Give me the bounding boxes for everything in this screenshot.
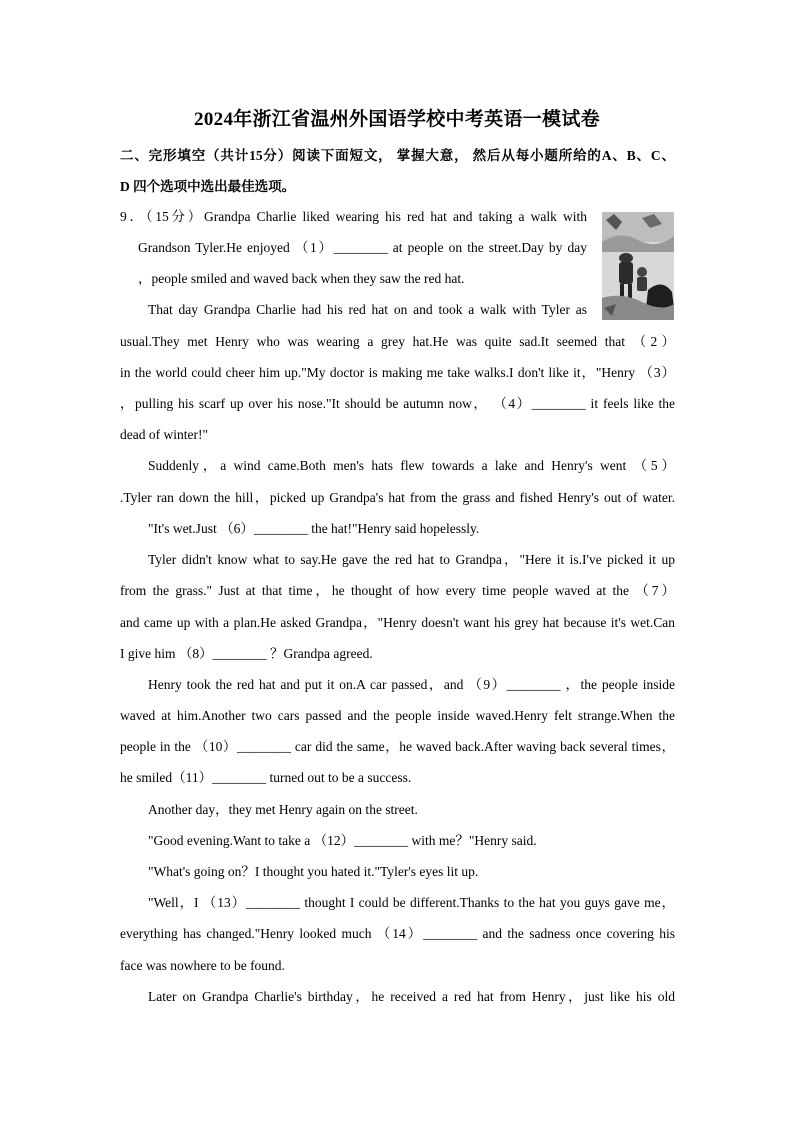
passage-line-1: 9．（15分）Grandpa Charlie liked wearing his red hat and taking a walk with [120,209,587,224]
passage-line-26: Later on Grandpa Charlie's birthday，he received a red hat from Henry，just like his old [148,989,675,1004]
passage-line-19: he smiled（11）________ turned out to be a success. [120,770,412,785]
passage-line-2: Grandson Tyler.He enjoyed （1）________ at people on the street.Day by day [138,240,587,255]
passage-line-15: I give him （8）________ ？Grandpa agreed. [120,646,373,661]
passage-line-14: and came up with a plan.He asked Grandpa，"Henry doesn't want his grey hat because it's wet.Can [120,615,675,630]
passage-line-5: usual.They met Henry who was wearing a grey hat.He was quite sad.It seemed that （2） [120,334,675,349]
passage-line-11: "It's wet.Just （6）________ the hat!"Henry said hopelessly. [148,521,480,536]
story-illustration [602,212,674,320]
passage-line-8: dead of winter!" [120,427,208,442]
passage-line-24: everything has changed."Henry looked much （14）________ and the sadness once covering his [120,926,675,941]
section-instruction-line-2: D 四个选项中选出最佳选项。 [120,179,296,194]
page-title: 2024年浙江省温州外国语学校中考英语一模试卷 [194,109,600,130]
passage-line-12: Tyler didn't know what to say.He gave the red hat to Grandpa，"Here it is.I've picked it up [148,552,675,567]
passage-line-13: from the grass." Just at that time，he thought of how every time people waved at the （7） [120,583,675,598]
passage-line-23: "Well，I （13）________ thought I could be different.Thanks to the hat you guys gave me， [148,895,675,910]
section-instruction-line-1: 二、完形填空（共计15分）阅读下面短文， 掌握大意， 然后从每小题所给的A、B、C、 [120,148,675,163]
passage-line-21: "Good evening.Want to take a （12）________ with me？"Henry said. [148,833,537,848]
passage-line-25: face was nowhere to be found. [120,958,285,973]
passage-line-20: Another day，they met Henry again on the street. [148,802,418,817]
passage-line-22: "What's going on？I thought you hated it."Tyler's eyes lit up. [148,864,479,879]
passage-line-4: That day Grandpa Charlie had his red hat on and took a walk with Tyler as [148,302,587,317]
passage-line-16: Henry took the red hat and put it on.A car passed，and （9）________ ，the people inside [148,677,675,692]
passage-line-9: Suddenly，a wind came.Both men's hats flew towards a lake and Henry's went （5） [148,458,675,473]
passage-line-18: people in the （10）________ car did the same，he waved back.After waving back several times， [120,739,675,754]
passage-line-17: waved at him.Another two cars passed and the people inside waved.Henry felt strange.When the [120,708,675,723]
passage-line-7: ，pulling his scarf up over his nose."It should be autumn now， （4）________ it feels like the [120,396,675,411]
passage-line-6: in the world could cheer him up."My doctor is making me take walks.I don't like it，"Henry （3） [120,365,675,380]
passage-line-3: ，people smiled and waved back when they saw the red hat. [138,271,465,286]
passage-line-10: .Tyler ran down the hill，picked up Grandpa's hat from the grass and fished Henry's out of water. [120,490,675,505]
